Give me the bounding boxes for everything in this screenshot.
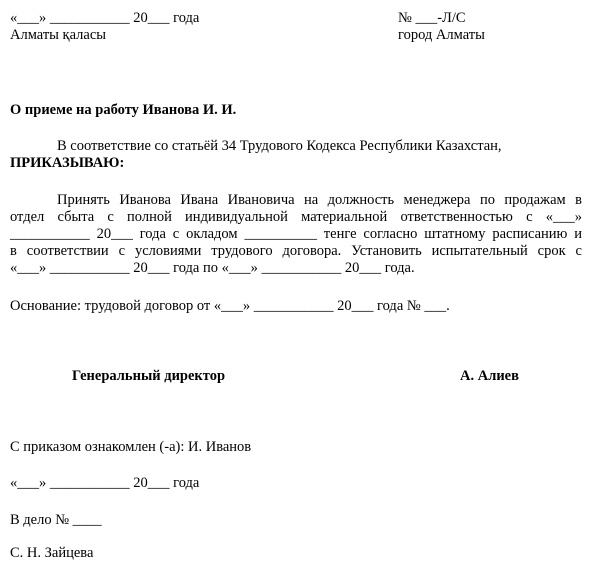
order-body-line: в соответствии с условиями трудового договора. Установить испытательный срок с bbox=[10, 243, 582, 259]
file-note: В дело № ____ bbox=[10, 512, 102, 528]
order-body-line: ___________ 20___ года с окладом __________ тенге согласно штатному расписанию и bbox=[10, 226, 582, 242]
header-order-number: № ___-Л/С bbox=[398, 10, 466, 26]
acknowledgement-date: «___» ___________ 20___ года bbox=[10, 475, 200, 491]
clerk-name: С. Н. Зайцева bbox=[10, 545, 94, 561]
header-date: «___» ___________ 20___ года bbox=[10, 10, 200, 26]
order-body-line: отдел сбыта с полной индивидуальной материальной ответственностью с «___» bbox=[10, 209, 582, 225]
order-title: О приеме на работу Иванова И. И. bbox=[10, 102, 237, 118]
signatory-name: А. Алиев bbox=[460, 368, 519, 384]
order-body bbox=[10, 192, 582, 277]
order-body-line: Принять Иванова Ивана Ивановича на должность менеджера по продажам в bbox=[57, 192, 582, 208]
order-body-line: «___» ___________ 20___ года по «___» ___________ 20___ года. bbox=[10, 260, 415, 276]
acknowledgement-text: С приказом ознакомлен (-а): И. Иванов bbox=[10, 439, 252, 455]
header-city-ru: город Алматы bbox=[398, 27, 485, 43]
preamble-text: В соответствие со статьёй 34 Трудового Кодекса Республики Казахстан, bbox=[57, 138, 502, 154]
header-city-kz: Алматы қаласы bbox=[10, 27, 107, 43]
signatory-position: Генеральный директор bbox=[72, 368, 226, 384]
order-word: ПРИКАЗЫВАЮ: bbox=[10, 155, 125, 171]
basis-line: Основание: трудовой договор от «___» ___________ 20___ года № ___. bbox=[10, 298, 450, 314]
